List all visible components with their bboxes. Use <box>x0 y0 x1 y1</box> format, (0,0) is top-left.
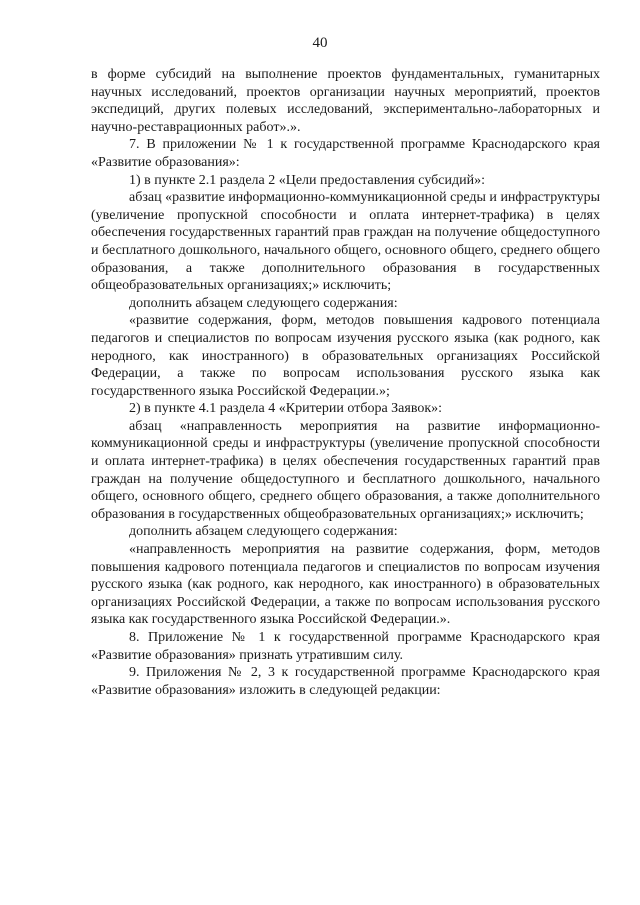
paragraph: 7. В приложении № 1 к государственной программе Краснодарского края «Развитие образования»: <box>91 137 600 170</box>
paragraph: дополнить абзацем следующего содержания: <box>129 524 398 540</box>
paragraph: «развитие содержания, форм, методов повышения кадрового потенциала педагогов и специалистов по вопросам изучения русского языка (как родного, как неродного, как иностранного) в образовательных организациях Российской Федерации, а также по вопросам использования русского языка как государственного языка Российской Федерации.»; <box>91 313 600 399</box>
page-number: 40 <box>312 35 328 51</box>
paragraph: 2) в пункте 4.1 раздела 4 «Критерии отбора Заявок»: <box>129 401 443 417</box>
paragraph: дополнить абзацем следующего содержания: <box>129 295 398 311</box>
paragraph: 9. Приложения № 2, 3 к государственной программе Краснодарского края «Развитие образования» изложить в следующей редакции: <box>91 665 600 698</box>
paragraph: «направленность мероприятия на развитие содержания, форм, методов повышения кадрового потенциала педагогов и специалистов по вопросам изучения русского языка (как родного, как неродного, как иностранного) в образовательных организациях Российской Федерации, а также по вопросам использования русского языка как государственного языка Российской Федерации.». <box>91 542 600 628</box>
paragraph: 8. Приложение № 1 к государственной программе Краснодарского края «Развитие образования» признать утратившим силу. <box>91 630 600 663</box>
paragraph: в форме субсидий на выполнение проектов фундаментальных, гуманитарных научных исследований, проектов организации научных мероприятий, проектов экспедиций, других полевых исследований, экспериментально-лабораторных и научно-реставрационных работ».». <box>91 67 600 135</box>
paragraph: 1) в пункте 2.1 раздела 2 «Цели предоставления субсидий»: <box>129 172 485 188</box>
document-body <box>91 66 600 699</box>
paragraph: абзац «направленность мероприятия на развитие информационно-коммуникационной среды и инфраструктуры (увеличение пропускной способности и оплата интернет-трафика) в целях обеспечения государственных гарантий прав граждан на получение общедоступного и бесплатного дошкольного, начального общего, основного общего, среднего общего образования, а также дополнительного образования в государственных общеобразовательных организациях;» исключить; <box>91 418 600 522</box>
paragraph: абзац «развитие информационно-коммуникационной среды и инфраструктуры (увеличение пропускной способности и оплата интернет-трафика) в целях обеспечения государственных гарантий прав граждан на получение общедоступного и бесплатного дошкольного, начального общего, основного общего, среднего общего образования, а также дополнительного образования в государственных общеобразовательных организациях;» исключить; <box>91 190 600 294</box>
